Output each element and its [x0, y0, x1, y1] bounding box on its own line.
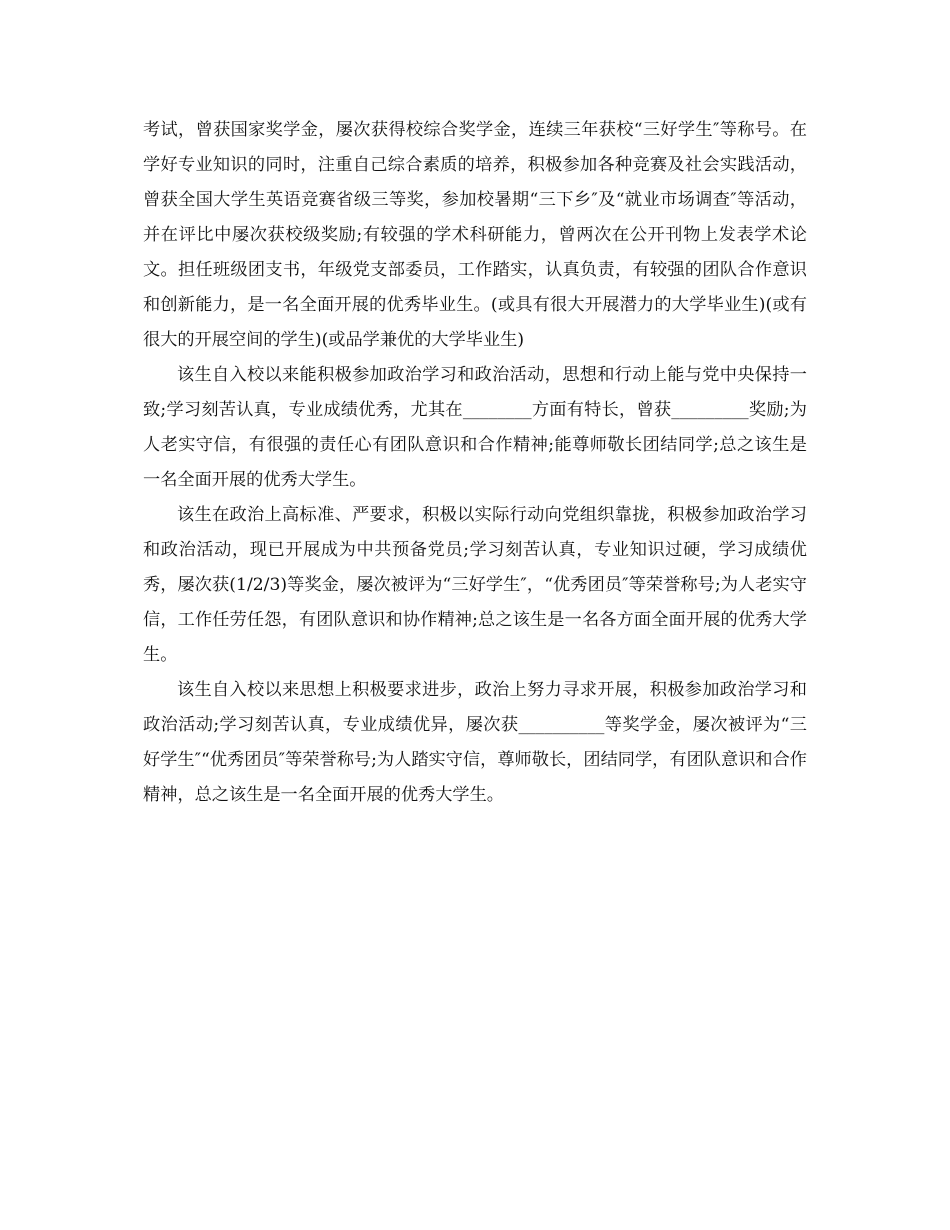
- document-body: [143, 113, 807, 813]
- paragraph-4: 该生自入校以来思想上积极要求进步，政治上努力寻求开展，积极参加政治学习和政治活动;学习刻苦认真，专业成绩优异，屡次获__________等奖学金，屡次被评为“三好学生″“优秀团员″等荣誉称号;为人踏实守信，尊师敬长，团结同学，有团队意识和合作精神，总之该生是一名全面开展的优秀大学生。: [143, 680, 807, 805]
- paragraph-1: 考试，曾获国家奖学金，屡次获得校综合奖学金，连续三年获校“三好学生″等称号。在学好专业知识的同时，注重自己综合素质的培养，积极参加各种竞赛及社会实践活动，曾获全国大学生英语竞赛省级三等奖，参加校暑期“三下乡″及“就业市场调查″等活动，并在评比中屡次获校级奖励;有较强的学术科研能力，曾两次在公开刊物上发表学术论文。担任班级团支书，年级党支部委员，工作踏实，认真负责，有较强的团队合作意识和创新能力，是一名全面开展的优秀毕业生。(或具有很大开展潜力的大学毕业生)(或有很大的开展空间的学生)(或品学兼优的大学毕业生): [143, 120, 807, 350]
- paragraph-3: 该生在政治上高标准、严要求，积极以实际行动向党组织靠拢，积极参加政治学习和政治活动，现已开展成为中共预备党员;学习刻苦认真，专业知识过硬，学习成绩优秀，屡次获(1/2/3)等奖金，屡次被评为“三好学生″，“优秀团员″等荣誉称号;为人老实守信，工作任劳任怨，有团队意识和协作精神;总之该生是一名各方面全面开展的优秀大学生。: [143, 505, 807, 665]
- paragraph-2: 该生自入校以来能积极参加政治学习和政治活动，思想和行动上能与党中央保持一致;学习刻苦认真，专业成绩优秀，尤其在________方面有特长，曾获_________奖励;为人老实守信，有很强的责任心有团队意识和合作精神;能尊师敬长团结同学;总之该生是一名全面开展的优秀大学生。: [143, 365, 807, 490]
